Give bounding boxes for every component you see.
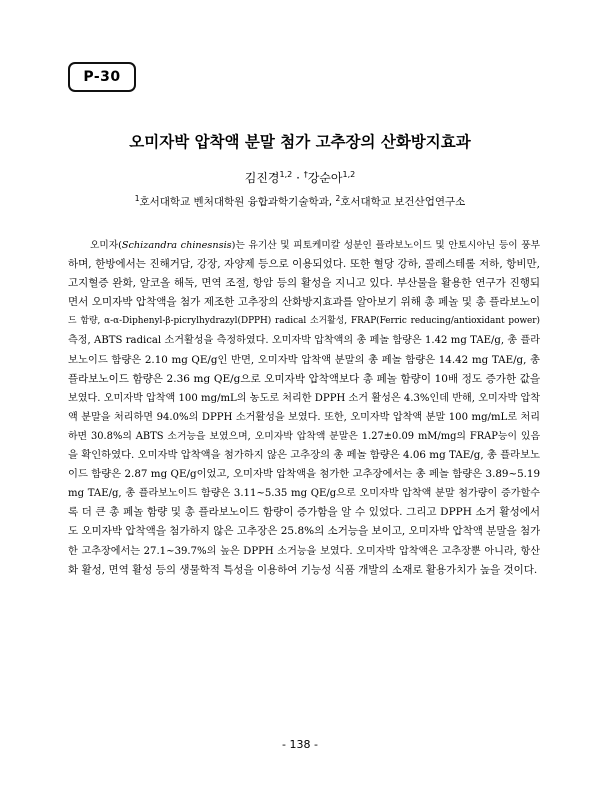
abstract-line: 보였다. 오미자박 압착액 100 mg/mL의 농도로 처리한 DPPH 소거 활성은 4.3%인데 반해, 오미자박 압착 xyxy=(68,392,540,404)
abstract-line: 드 함량, α-α-Diphenyl-β-picrylhydrazyl(DPPH) radical 소거활성, FRAP(Ferric reducing/antioxidant power) xyxy=(68,316,540,327)
abstract-line: 측정, ABTS radical 소거활성을 측정하였다. 오미자박 압착액의 총 페놀 함량은 1.42 mg TAE/g, 총 플라 xyxy=(68,335,540,347)
author-2-affiliation-mark: 1,2 xyxy=(342,170,356,179)
affiliation-1: 호서대학교 벤처대학원 융합과학기술학과, xyxy=(139,196,336,208)
poster-number-label: P-30 xyxy=(83,69,121,85)
paper-title: 오미자박 압착액 분말 첨가 고추장의 산화방지효과 xyxy=(129,133,471,151)
affiliation-1-mark: 1 xyxy=(134,194,140,203)
abstract-line: mg TAE/g, 총 플라보노이드 함량은 3.11~5.35 mg QE/g으로 오미자박 압착액 분말 첨가량이 증가할수 xyxy=(68,488,540,500)
author-1-affiliation-mark: 1,2 xyxy=(279,170,293,179)
abstract-line: 을 확인하였다. 오미자박 압착액을 첨가하지 않은 고추장의 총 페놀 함량은 4.06 mg TAE/g, 총 플라보노 xyxy=(68,449,540,462)
abstract-line: 고지혈증 완화, 알코올 해독, 면역 조절, 항암 등의 활성을 지니고 있다. 부산물을 활용한 연구가 진행되 xyxy=(68,277,540,290)
abstract-line: 록 더 큰 총 페놀 함량 및 총 플라보노이드 함량이 증가함을 알 수 있었다. 그리고 DPPH 소거 활성에서 xyxy=(68,506,540,519)
affiliation-line xyxy=(0,194,600,209)
abstract-line: 하면 30.8%의 ABTS 소거능을 보였으며, 오미자박 압착액 분말은 1.27±0.09 mM/mg의 FRAP능이 있음 xyxy=(68,430,540,442)
abstract-line: 플라보노이드 함량은 2.36 mg QE/g으로 오미자박 압착액보다 총 페놀 함량이 10배 정도 증가한 값을 xyxy=(68,372,540,385)
abstract-line: 하며, 한방에서는 진해거담, 강장, 자양제 등으로 이용되었다. 또한 혈당 강하, 콜레스테롤 저하, 항비만, xyxy=(68,258,540,271)
affiliation-2: 호서대학교 보건산업연구소 xyxy=(340,196,466,208)
author-2-name: 강순아 xyxy=(307,171,343,185)
abstract-body xyxy=(68,236,540,580)
abstract-line: 이드 함량은 2.87 mg QE/g이었고, 오미자박 압착액을 첨가한 고추장에서는 총 페놀 함량은 3.89~5.19 xyxy=(68,468,540,481)
author-1-name: 김진경 xyxy=(244,171,280,185)
abstract-line: 도 오미자박 압착액을 첨가하지 않은 고추장은 25.8%의 소거능을 보이고, 오미자박 압착액 분말을 첨가 xyxy=(68,525,540,538)
page-number: - 138 - xyxy=(282,738,318,751)
abstract-line: 오미자(Schizandra chinesnsis)는 유기산 및 피토케미칼 성분인 플라보노이드 및 안토시아닌 등이 풍부 xyxy=(90,240,540,251)
abstract-line: 화 활성, 면역 활성 등의 생물학적 특성을 이용하여 기능성 식품 개발의 소재로 활용가치가 높을 것이다. xyxy=(68,563,538,576)
author-separator: · xyxy=(292,171,304,185)
author-list xyxy=(0,169,600,186)
abstract-line: 액 분말을 처리하면 94.0%의 DPPH 소거활성을 보였다. 또한, 오미자박 압착액 분말 100 mg/mL로 처리 xyxy=(68,411,540,423)
corresponding-author-mark: † xyxy=(303,170,308,179)
affiliation-2-mark: 2 xyxy=(335,194,341,203)
abstract-line: 보노이드 함량은 2.10 mg QE/g인 반면, 오미자박 압착액 분말의 총 페놀 함량은 14.42 mg TAE/g, 총 xyxy=(68,353,540,366)
abstract-line: 면서 오미자박 압착액을 첨가 제조한 고추장의 산화방지효과를 알아보기 위해 총 페놀 및 총 플라보노이 xyxy=(68,296,540,309)
abstract-line: 한 고추장에서는 27.1~39.7%의 높은 DPPH 소거능을 보였다. 오미자박 압착액은 고추장뿐 아니라, 항산 xyxy=(68,545,540,557)
poster-number-badge xyxy=(68,62,136,92)
